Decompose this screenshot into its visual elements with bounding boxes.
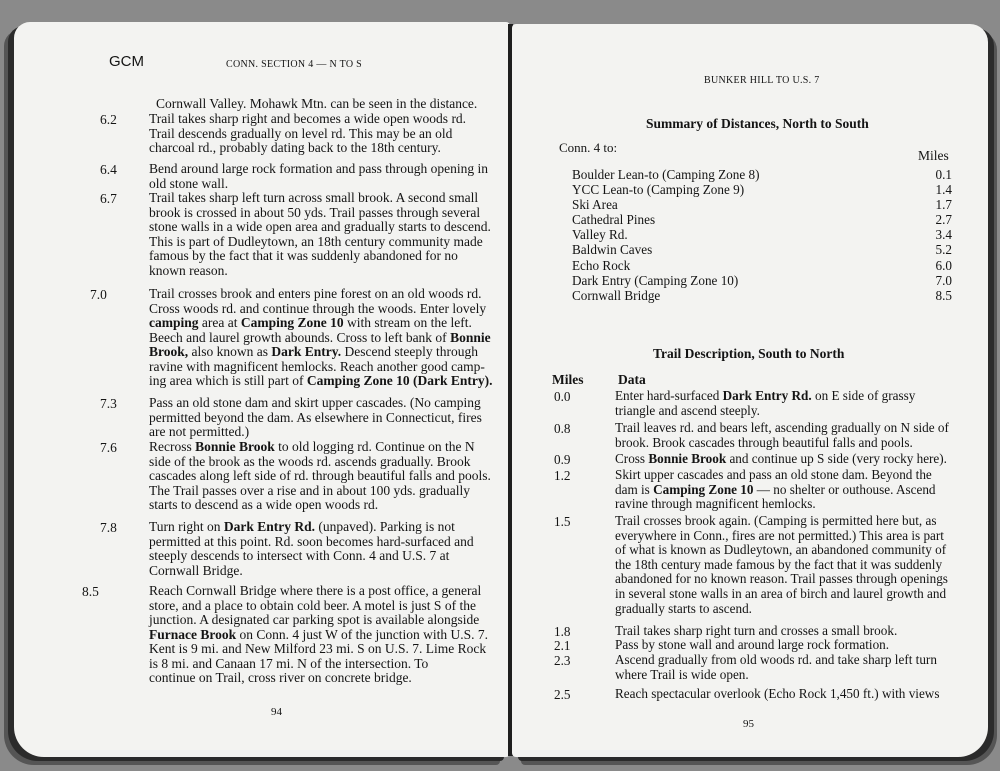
text-line: charcoal rd., probably dating back to the 18th century. [149,140,441,156]
right-entry-text [615,653,960,682]
right-entry-text [615,638,960,653]
text-line: Bend around large rock formation and pass through opening in [149,161,489,176]
text-line: junction. A designated car parking spot is available alongside [149,612,480,628]
summary-miles: 7.0 [935,272,952,288]
summary-place: Dark Entry (Camping Zone 10) [572,272,739,288]
text-line: Turn right on Dark Entry Rd. (unpaved). Parking is not [149,519,455,534]
summary-row [572,182,952,197]
summary-distance-list [572,167,952,303]
text-line: cascades along left side of rd. through beautiful falls and pools. [149,468,491,484]
text-line: in several stone walls in an area of birch and laurel growth and [615,585,947,601]
summary-row [572,242,952,257]
text-line: continue on Trail, cross river on concrete bridge. [149,670,412,686]
summary-row [572,167,952,182]
right-entry-mile: 2.5 [554,687,571,702]
right-entry-text [615,421,960,450]
text-line: Trail crosses brook and enters pine forest on an old woods rd. [149,286,482,301]
text-line: Ascend gradually from old woods rd. and take sharp left turn [615,652,937,667]
text-line: ing area which is still part of Camping Zone 10 (Dark Entry). [149,373,493,389]
summary-place: Baldwin Caves [572,242,653,258]
left-page [14,22,510,757]
left-entry-mile: 6.2 [100,112,117,127]
left-entry-text [149,520,494,578]
summary-row [572,288,952,303]
summary-place: Cornwall Bridge [572,287,661,303]
text-line: Pass an old stone dam and skirt upper cascades. (No camping [149,395,481,410]
text-line: Trail leaves rd. and bears left, ascending gradually on N side of [615,420,949,435]
text-line: abandoned for no known reason. Trail passes through openings [615,571,948,587]
text-line: Trail crosses brook again. (Camping is permitted here but, as [615,513,937,528]
right-page [512,24,988,757]
text-line: stone walls in a wide open area and gradually starts to descend. [149,219,491,235]
summary-row [572,227,952,242]
text-line: The Trail passes over a rise and in about 100 yds. gradually [149,482,470,498]
summary-place: Cathedral Pines [572,212,656,228]
page-number-right: 95 [743,718,754,730]
left-entry-mile: 7.0 [90,287,107,302]
text-line: permitted at this point. Rd. soon becomes hard-surfaced and [149,533,474,549]
left-entry-text [149,584,494,686]
text-line: where Trail is wide open. [615,666,749,682]
right-entry-text [615,514,960,616]
left-entry-text [149,287,494,389]
summary-miles: 3.4 [935,227,952,243]
right-entry-mile: 1.2 [554,468,571,483]
left-entry-mile: 6.7 [100,191,117,206]
right-entry-text [615,452,960,467]
summary-miles-header: Miles [918,148,949,163]
summary-miles: 6.0 [935,257,952,273]
text-line: Cross woods rd. and continue through the woods. Enter lovely [149,300,487,316]
text-line: Trail takes sharp right and becomes a wide open woods rd. [149,111,467,126]
text-line: Brook, also known as Dark Entry. Descend steeply through [149,344,478,360]
right-entry-mile: 0.0 [554,389,571,404]
left-entry-mile: 8.5 [82,584,99,599]
summary-place: Boulder Lean-to (Camping Zone 8) [572,167,760,182]
text-line: Kent is 9 mi. and New Milford 23 mi. S on U.S. 7. Lime Rock [149,641,487,657]
left-entry-mile: 7.3 [100,396,117,411]
right-entry-mile: 1.5 [554,514,571,529]
text-line: Recross Bonnie Brook to old logging rd. Continue on the N [149,439,475,454]
right-entry-mile: 2.1 [554,638,571,653]
left-entry-mile: 7.6 [100,440,117,455]
left-entry-text [149,440,494,513]
summary-miles: 1.4 [935,182,952,198]
left-entry-mile: 7.8 [100,520,117,535]
right-entry-text [615,389,960,418]
text-line: Furnace Brook on Conn. 4 just W of the junction with U.S. 7. [149,626,489,642]
text-line: Cross Bonnie Brook and continue up S side (very rocky here). [615,451,947,466]
summary-miles: 2.7 [935,212,952,228]
summary-place: Valley Rd. [572,227,628,243]
description-title: Trail Description, South to North [653,346,845,361]
text-line: permitted beyond the dam. As elsewhere in Connecticut, fires [149,409,482,425]
text-line: dam is Camping Zone 10 — no shelter or outhouse. Ascend [615,481,936,497]
text-line: Reach spectacular overlook (Echo Rock 1,450 ft.) with views [615,686,940,701]
text-line: ravine with magnificent hemlocks. Reach another good camp- [149,358,485,374]
text-line: store, and a place to obtain cold beer. A motel is just S of the [149,597,476,613]
text-line: brook. Brook cascades through beautiful falls and pools. [615,434,913,450]
summary-from-label: Conn. 4 to: [559,140,618,155]
text-line: Pass by stone wall and around large rock formation. [615,637,890,652]
right-entry-mile: 1.8 [554,624,571,639]
summary-place: YCC Lean-to (Camping Zone 9) [572,182,745,198]
summary-miles: 8.5 [935,287,952,303]
summary-miles: 5.2 [935,242,952,258]
summary-row [572,212,952,227]
text-line: starts to descend as a wide open woods rd. [149,497,379,513]
text-line: are not permitted.) [149,424,250,440]
summary-title: Summary of Distances, North to South [646,116,869,131]
right-entry-mile: 0.8 [554,421,571,436]
column-header-miles: Miles [552,372,584,387]
intro-line: Cornwall Valley. Mohawk Mtn. can be seen in the distance. [156,96,478,111]
text-line: Beech and laurel growth abounds. Cross to left bank of Bonnie [149,329,491,345]
column-header-data: Data [618,372,646,387]
running-head-left: CONN. SECTION 4 — N TO S [226,59,363,70]
text-line: of what is known as Dudleytown, an abandoned community of [615,542,947,558]
summary-place: Echo Rock [572,257,631,273]
left-entry-mile: 6.4 [100,162,117,177]
text-line: gradually starts to ascend. [615,600,752,616]
summary-row [572,197,952,212]
right-entry-text [615,468,960,512]
summary-miles: 1.7 [935,197,952,213]
left-entry-text [149,191,494,278]
text-line: triangle and ascend steeply. [615,402,760,418]
running-head-right: BUNKER HILL TO U.S. 7 [704,75,820,86]
text-line: Cornwall Bridge. [149,562,243,578]
summary-miles: 0.1 [935,167,952,182]
summary-place: Ski Area [572,197,618,213]
text-line: the 18th century made famous by the fact that it was suddenly [615,556,943,572]
left-entry-text [149,112,494,156]
text-line: famous by the fact that it was suddenly abandoned for no [149,248,458,264]
text-line: old stone wall. [149,175,229,191]
left-entry-text [149,396,494,440]
text-line: side of the brook as the woods rd. ascends gradually. Brook [149,453,471,469]
text-line: Enter hard-surfaced Dark Entry Rd. on E side of grassy [615,388,916,403]
text-line: Skirt upper cascades and pass an old stone dam. Beyond the [615,467,932,482]
text-line: brook is crossed in about 50 yds. Trail passes through several [149,204,481,220]
text-line: Trail descends gradually on level rd. This may be an old [149,125,453,141]
right-entry-text [615,687,960,702]
text-line: everywhere in Conn., fires are not permitted.) This area is part [615,527,944,543]
text-line: ravine through magnificent hemlocks. [615,496,816,512]
summary-row [572,258,952,273]
text-line: steeply descends to intersect with Conn. 4 and U.S. 7 at [149,548,450,564]
text-line: Trail takes sharp right turn and crosses a small brook. [615,623,898,638]
right-entry-mile: 2.3 [554,653,571,668]
left-entry-text [149,162,494,191]
text-line: camping area at Camping Zone 10 with stream on the left. [149,315,472,331]
text-line: Trail takes sharp left turn across small brook. A second small [149,190,479,205]
right-entry-mile: 0.9 [554,452,571,467]
handwritten-initials: GCM [109,53,144,70]
summary-row [572,273,952,288]
text-line: Reach Cornwall Bridge where there is a post office, a general [149,583,482,598]
text-line: is 8 mi. and Canaan 17 mi. N of the intersection. To [149,655,429,671]
text-line: known reason. [149,262,228,278]
text-line: This is part of Dudleytown, an 18th century community made [149,233,483,249]
page-number-left: 94 [271,706,282,718]
